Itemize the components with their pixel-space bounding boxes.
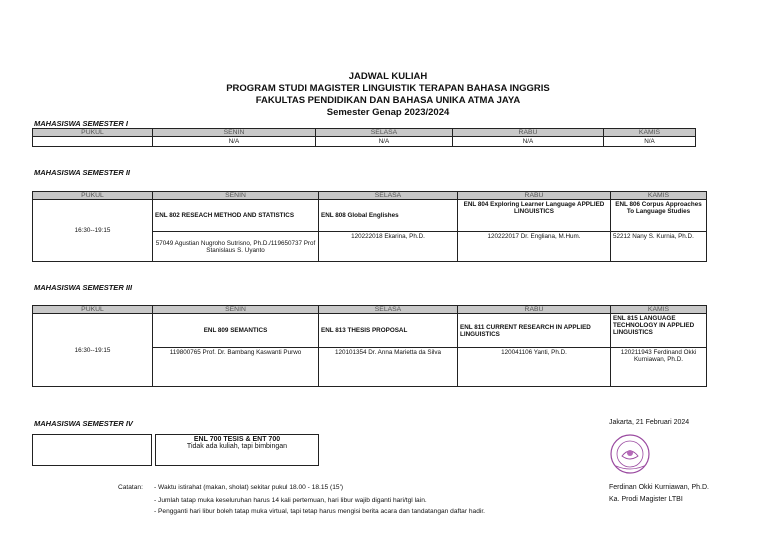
lecturer-cell: 120041106 Yanti, Ph.D.	[458, 348, 611, 387]
thesis-course: ENL 700 TESIS & ENT 700	[193, 436, 281, 443]
lecturer-cell: 119800765 Prof. Dr. Bambang Kaswanti Purwo	[153, 348, 319, 387]
semester-2-title: MAHASISWA SEMESTER II	[34, 168, 130, 177]
column-header: SENIN	[153, 129, 316, 137]
faculty-name: FAKULTAS PENDIDIKAN DAN BAHASA UNIKA ATMA JAYA	[255, 95, 521, 106]
semester-4-time-box	[32, 434, 152, 466]
place-date: Jakarta, 21 Februari 2024	[609, 419, 690, 426]
university-seal-icon	[606, 432, 654, 476]
column-header: RABU	[453, 129, 604, 137]
table-header-row	[33, 306, 707, 314]
note-item: - Waktu istirahat (makan, sholat) sekitar pukul 18.00 - 18.15 (15')	[154, 484, 344, 491]
time-cell: 16:30--19:15	[33, 314, 153, 387]
lecturer-cell: 57049 Agustian Nugroho Sutrisno, Ph.D./119650737 Prof Stanislaus S. Uyanto	[153, 232, 319, 262]
column-header: SENIN	[153, 192, 319, 200]
cell-value: N/A	[316, 137, 453, 147]
program-name: PROGRAM STUDI MAGISTER LINGUISTIK TERAPAN BAHASA INGGRIS	[226, 83, 550, 94]
column-header: RABU	[458, 192, 611, 200]
lecturer-cell: 120222018 Ekarina, Ph.D.	[319, 232, 458, 262]
lecturer-cell: 120222017 Dr. Engliana, M.Hum.	[458, 232, 611, 262]
semester-4-title: MAHASISWA SEMESTER IV	[34, 419, 133, 428]
course-cell: ENL 809 SEMANTICS	[153, 314, 319, 348]
column-header: KAMIS	[611, 306, 707, 314]
semester-3-table	[32, 305, 707, 387]
note-item: - Jumlah tatap muka keseluruhan harus 14 kali pertemuan, hari libur wajib diganti hari/tgl lain.	[154, 497, 427, 504]
cell-value: N/A	[153, 137, 316, 147]
lecturer-cell: 52212 Nany S. Kurnia, Ph.D.	[611, 232, 707, 262]
column-header: PUKUL	[33, 129, 153, 137]
course-cell: ENL 806 Corpus Approaches To Language Studies	[611, 200, 707, 232]
column-header: SELASA	[319, 306, 458, 314]
time-cell: 16:30--19:15	[33, 200, 153, 262]
signatory-role: Ka. Prodi Magister LTBI	[609, 496, 683, 503]
semester-4-course-box	[155, 434, 319, 466]
table-row	[33, 314, 707, 348]
column-header: PUKUL	[33, 306, 153, 314]
semester-2-table	[32, 191, 707, 262]
column-header: KAMIS	[604, 129, 696, 137]
course-cell: ENL 811 CURRENT RESEARCH IN APPLIED LINGUISTICS	[458, 314, 611, 348]
lecturer-cell: 120211943 Ferdinand Okki Kurniawan, Ph.D.	[611, 348, 707, 387]
note-item: - Pengganti hari libur boleh tatap muka virtual, tapi tetap harus mengisi berita acara dan tandatangan daftar hadir.	[154, 508, 485, 515]
cell-value: N/A	[604, 137, 696, 147]
cell-value: N/A	[453, 137, 604, 147]
semester-1-title: MAHASISWA SEMESTER I	[34, 119, 128, 128]
course-cell: ENL 808 Global Englishes	[319, 200, 458, 232]
column-header: SELASA	[316, 129, 453, 137]
course-cell: ENL 804 Exploring Learner Language APPLIED LINGUISTICS	[458, 200, 611, 232]
lecturer-cell: 120101354 Dr. Anna Marietta da Silva	[319, 348, 458, 387]
signatory-name: Ferdinan Okki Kurniawan, Ph.D.	[609, 484, 709, 491]
column-header: PUKUL	[33, 192, 153, 200]
table-header-row	[33, 192, 707, 200]
time-cell	[33, 137, 153, 147]
column-header: RABU	[458, 306, 611, 314]
semester-period: Semester Genap 2023/2024	[326, 107, 450, 118]
semester-1-table	[32, 128, 696, 147]
schedule-title: JADWAL KULIAH	[348, 71, 428, 82]
table-row	[33, 137, 696, 147]
column-header: SELASA	[319, 192, 458, 200]
semester-3-title: MAHASISWA SEMESTER III	[34, 283, 133, 292]
table-header-row	[33, 129, 696, 137]
column-header: KAMIS	[611, 192, 707, 200]
notes-label: Catatan:	[118, 484, 143, 491]
course-cell: ENL 813 THESIS PROPOSAL	[319, 314, 458, 348]
course-cell: ENL 802 RESEACH METHOD AND STATISTICS	[153, 200, 319, 232]
table-row	[33, 200, 707, 232]
course-cell: ENL 815 LANGUAGE TECHNOLOGY IN APPLIED LINGUISTICS	[611, 314, 707, 348]
column-header: SENIN	[153, 306, 319, 314]
thesis-note: Tidak ada kuliah, tapi bimbingan	[186, 443, 288, 450]
